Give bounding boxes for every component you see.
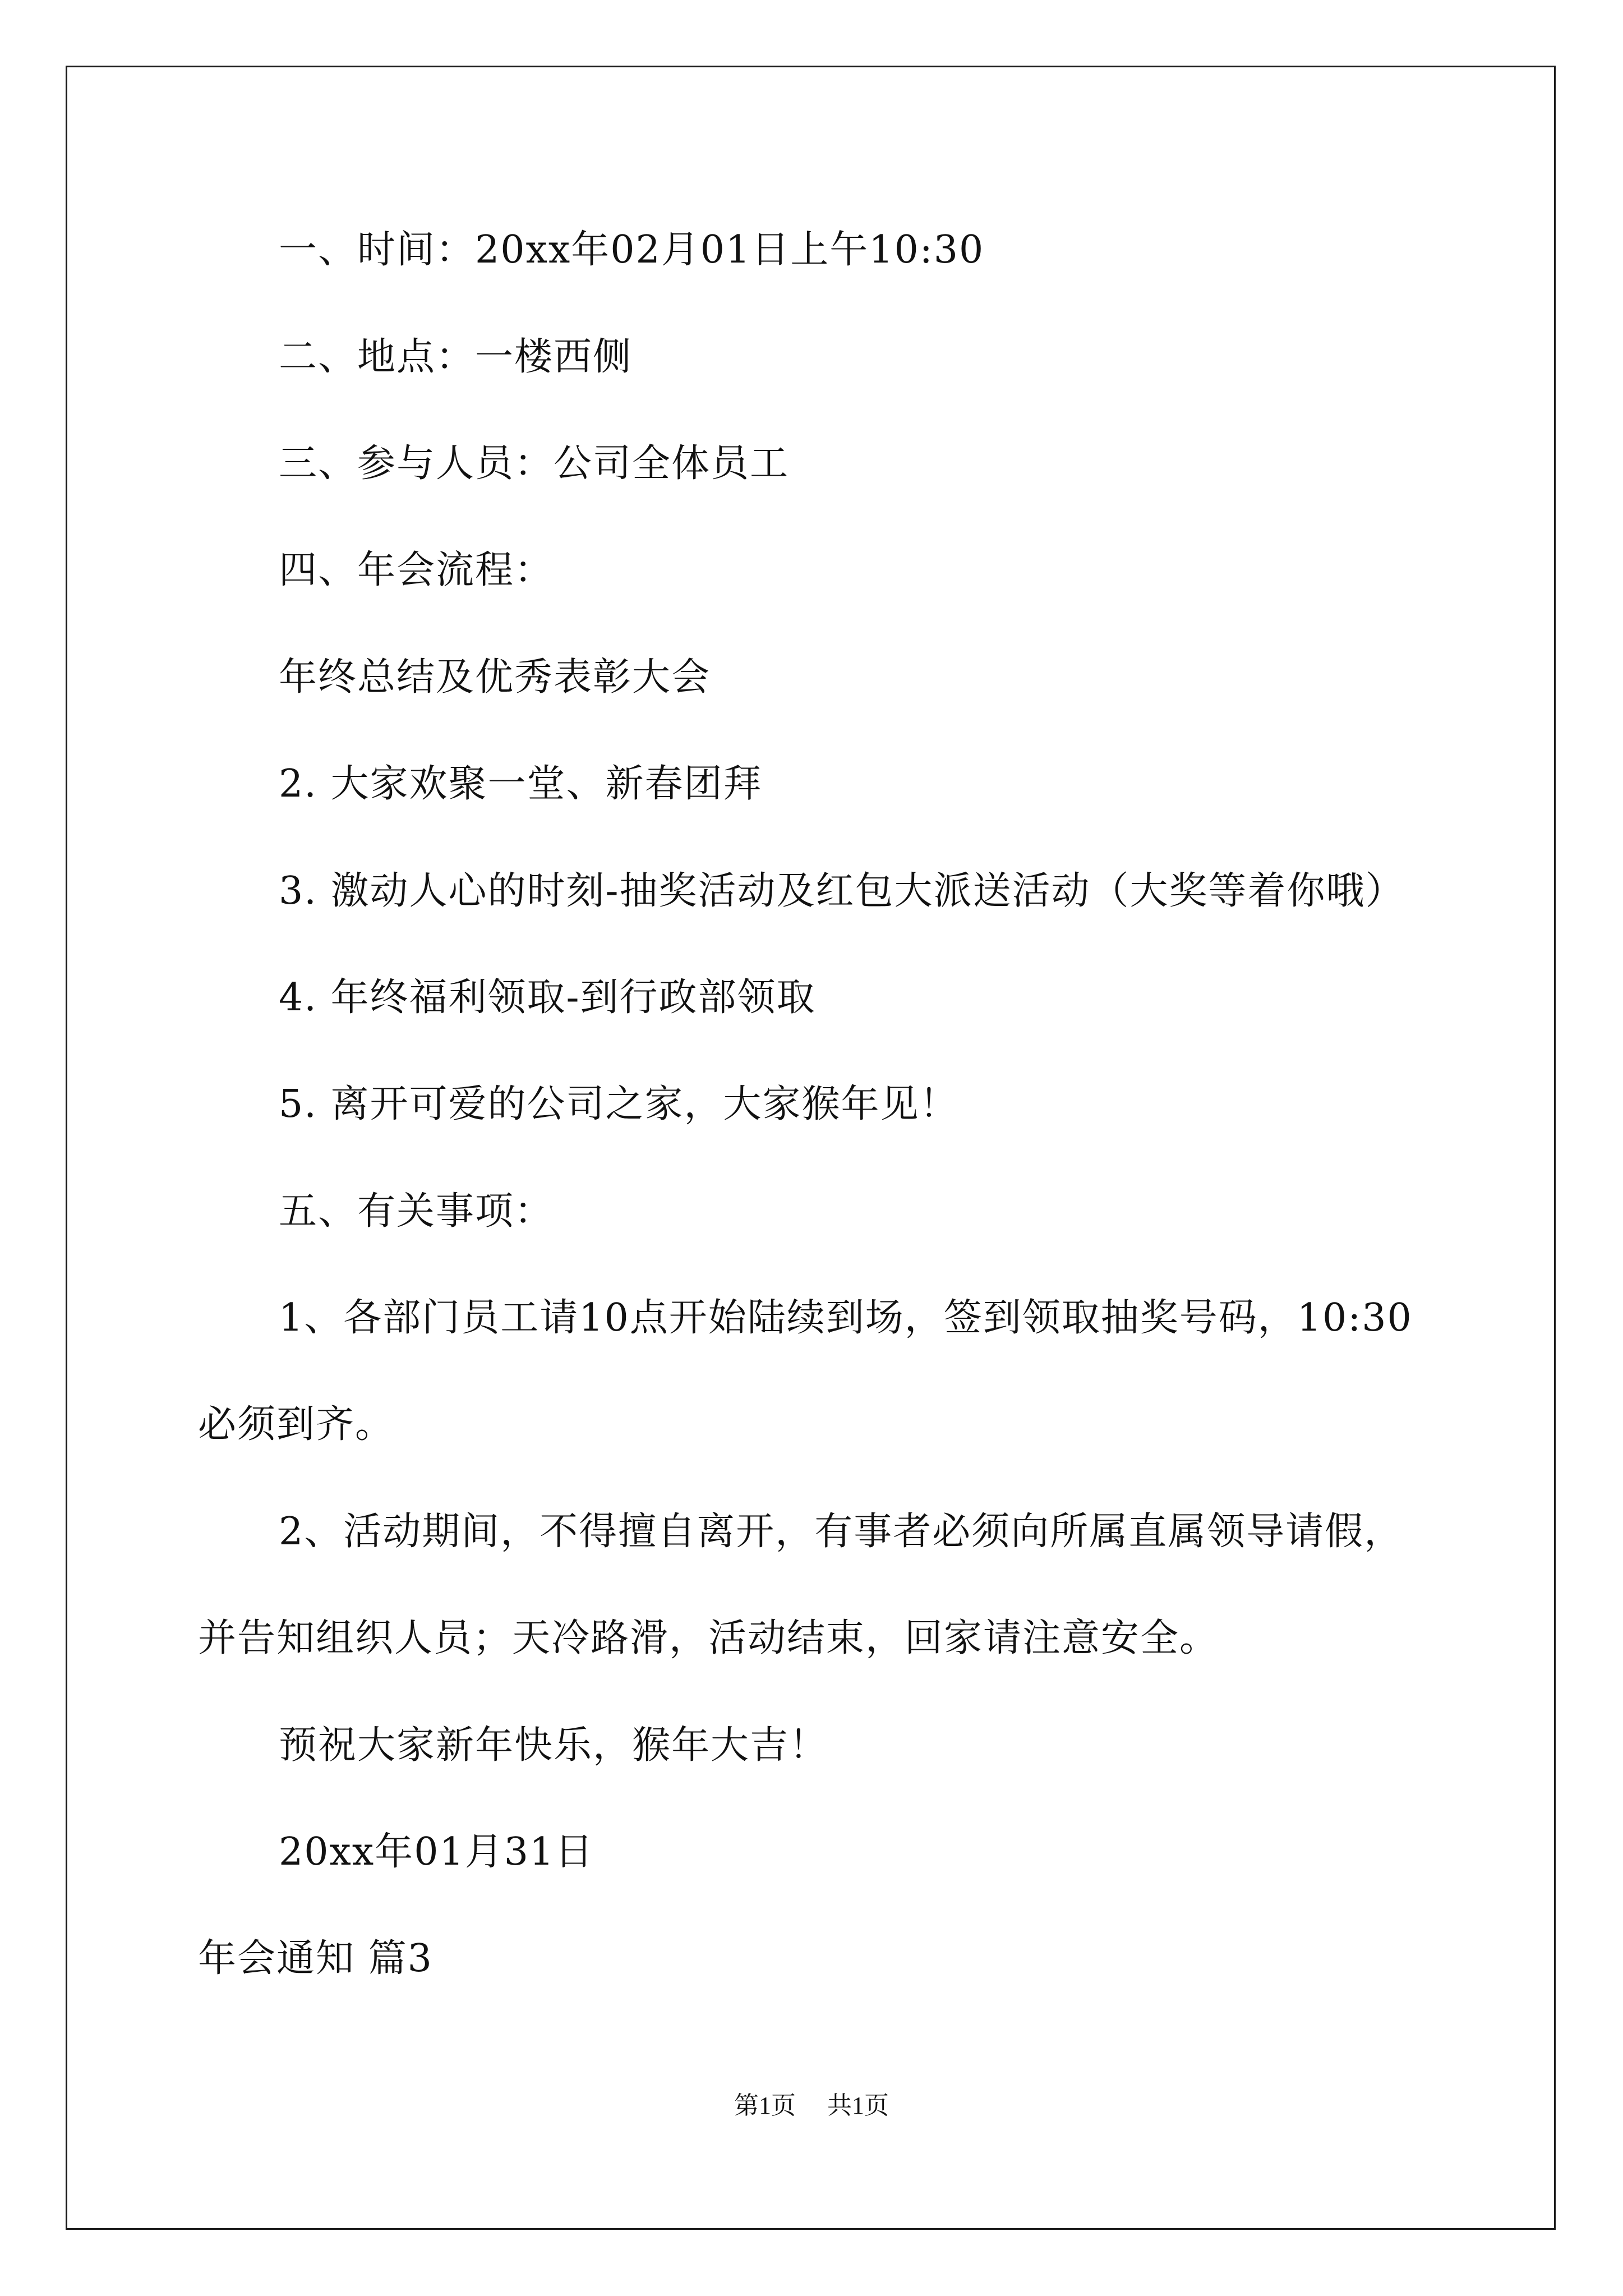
page-border [66,66,1556,2230]
participants-line: 三、参与人员：公司全体员工 [279,441,790,486]
section-title: 年会通知 篇3 [198,1936,433,1981]
notes-heading: 五、有关事项： [279,1189,554,1234]
page-number-current: 第1页 [734,2092,796,2119]
greeting-line: 预祝大家新年快乐，猴年大吉！ [279,1723,829,1768]
time-line: 一、时间：20xx年02月01日上午10:30 [279,228,985,272]
agenda-item-1: 年终总结及优秀表彰大会 [279,655,711,700]
note-1-line-2: 必须到齐。 [198,1402,395,1447]
agenda-item-4: 4. 年终福利领取-到行政部领取 [279,976,816,1020]
location-line: 二、地点：一楼西侧 [279,335,633,379]
note-2-line-1: 2、活动期间，不得擅自离开，有事者必须向所属直属领导请假， [279,1510,1404,1554]
note-2-line-2: 并告知组织人员；天冷路滑，活动结束，回家请注意安全。 [198,1616,1219,1660]
agenda-item-3: 3. 激动人心的时刻-抽奖活动及红包大派送活动（大奖等着你哦） [279,869,1405,913]
page-footer [0,2090,1623,2122]
date-line: 20xx年01月31日 [279,1830,594,1874]
agenda-item-5: 5. 离开可爱的公司之家，大家猴年见！ [279,1082,959,1126]
agenda-item-2: 2. 大家欢聚一堂、新春团拜 [279,762,763,806]
page-number-total: 共1页 [827,2092,889,2119]
agenda-heading: 四、年会流程： [279,548,554,592]
note-1-line-1: 1、各部门员工请10点开始陆续到场，签到领取抽奖号码，10:30 [279,1296,1413,1340]
